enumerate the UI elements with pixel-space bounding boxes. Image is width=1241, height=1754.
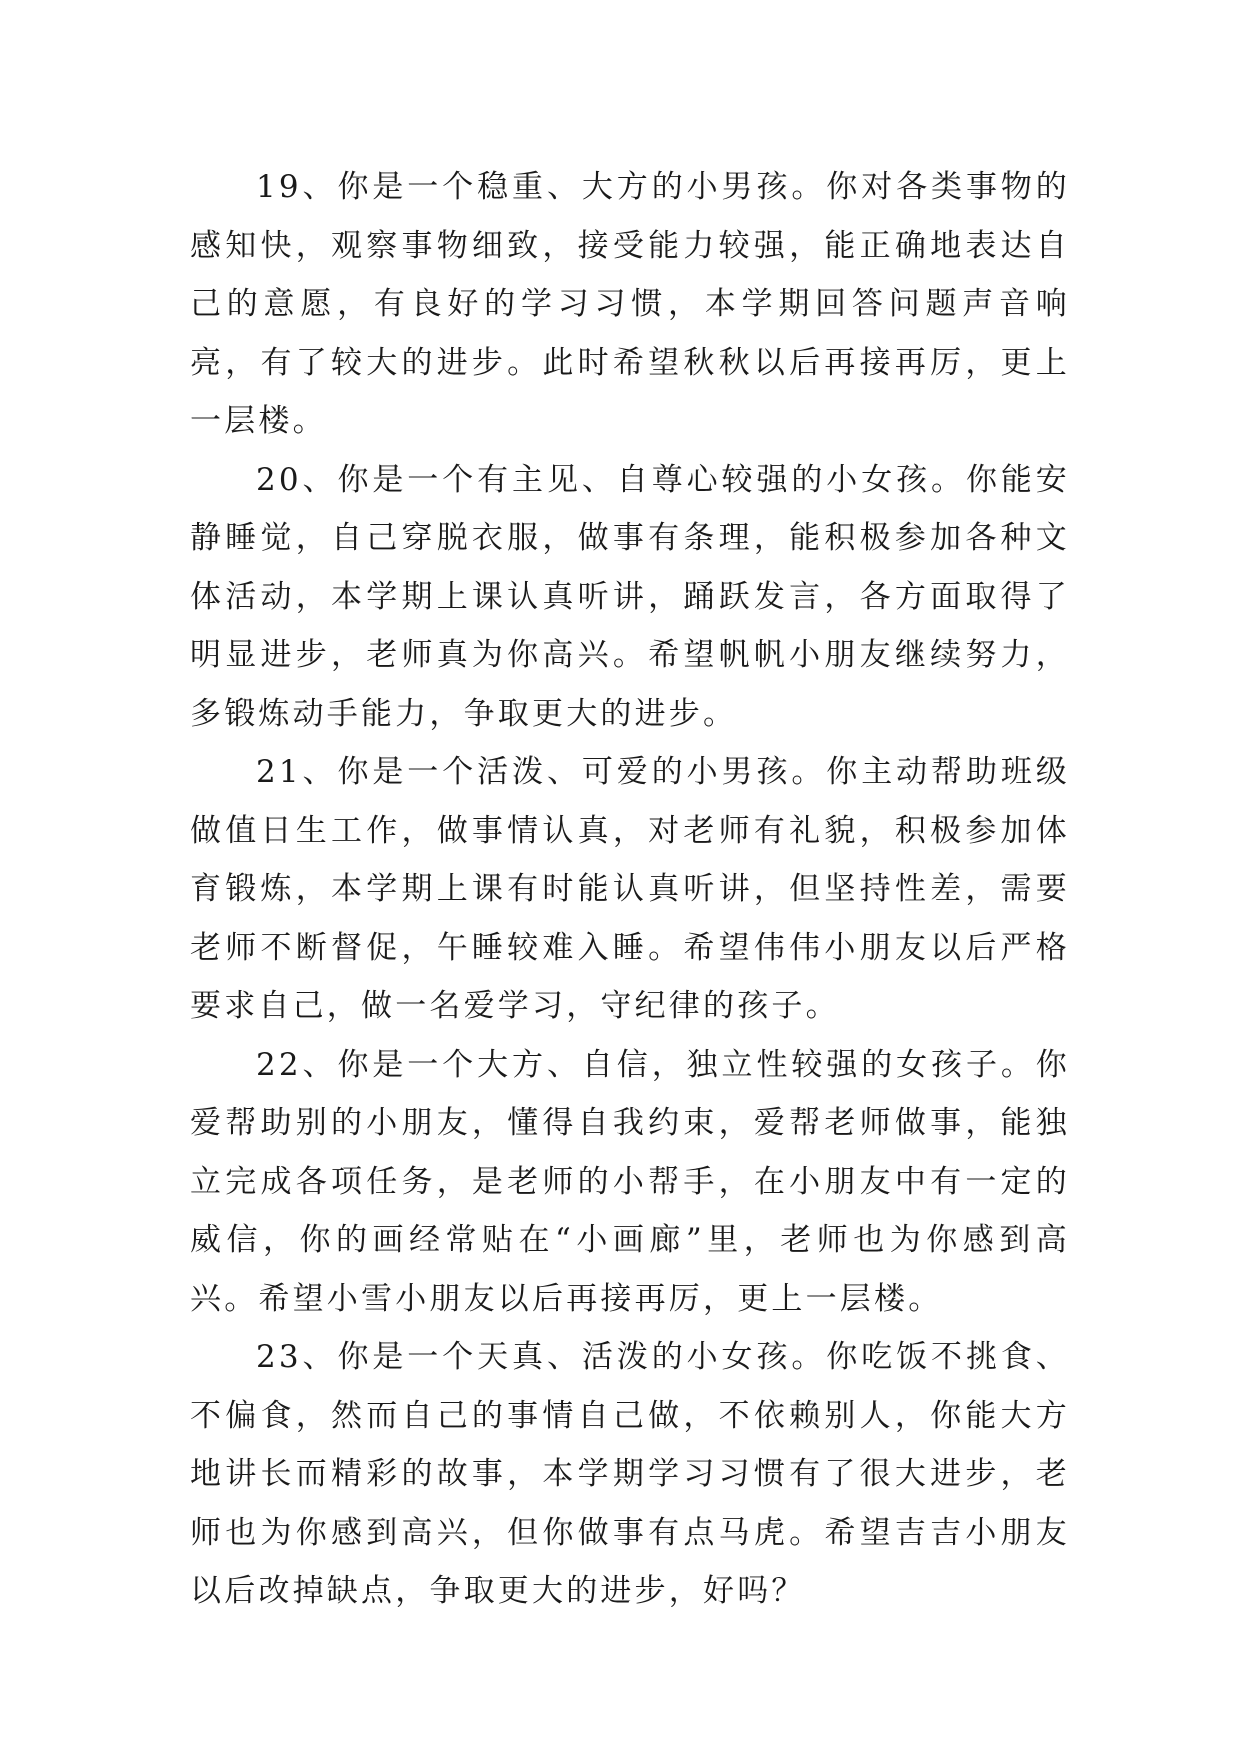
comment-paragraph-22: 22、你是一个大方、自信，独立性较强的女孩子。你爱帮助别的小朋友，懂得自我约束，爱帮老师做事，能独立完成各项任务，是老师的小帮手，在小朋友中有一定的威信，你的画经常贴在“小画廊”里，老师也为你感到高兴。希望小雪小朋友以后再接再厉，更上一层楼。 <box>190 1046 1070 1317</box>
comment-paragraph-21: 21、你是一个活泼、可爱的小男孩。你主动帮助班级做值日生工作，做事情认真，对老师有礼貌，积极参加体育锻炼，本学期上课有时能认真听讲，但坚持性差，需要老师不断督促，午睡较难入睡。希望伟伟小朋友以后严格要求自己，做一名爱学习，守纪律的孩子。 <box>190 754 1070 1024</box>
comment-paragraph-19: 19、你是一个稳重、大方的小男孩。你对各类事物的感知快，观察事物细致，接受能力较强，能正确地表达自己的意愿，有良好的学习习惯，本学期回答问题声音响亮，有了较大的进步。此时希望秋秋以后再接再厉，更上一层楼。 <box>190 169 1070 439</box>
document-body <box>190 158 1070 1621</box>
comment-paragraph-20: 20、你是一个有主见、自尊心较强的小女孩。你能安静睡觉，自己穿脱衣服，做事有条理，能积极参加各种文体活动，本学期上课认真听讲，踊跃发言，各方面取得了明显进步，老师真为你高兴。希望帆帆小朋友继续努力，多锻炼动手能力，争取更大的进步。 <box>190 461 1070 732</box>
comment-paragraph-23: 23、你是一个天真、活泼的小女孩。你吃饭不挑食、不偏食，然而自己的事情自己做，不依赖别人，你能大方地讲长而精彩的故事，本学期学习习惯有了很大进步，老师也为你感到高兴，但你做事有点马虎。希望吉吉小朋友以后改掉缺点，争取更大的进步，好吗？ <box>190 1339 1070 1609</box>
